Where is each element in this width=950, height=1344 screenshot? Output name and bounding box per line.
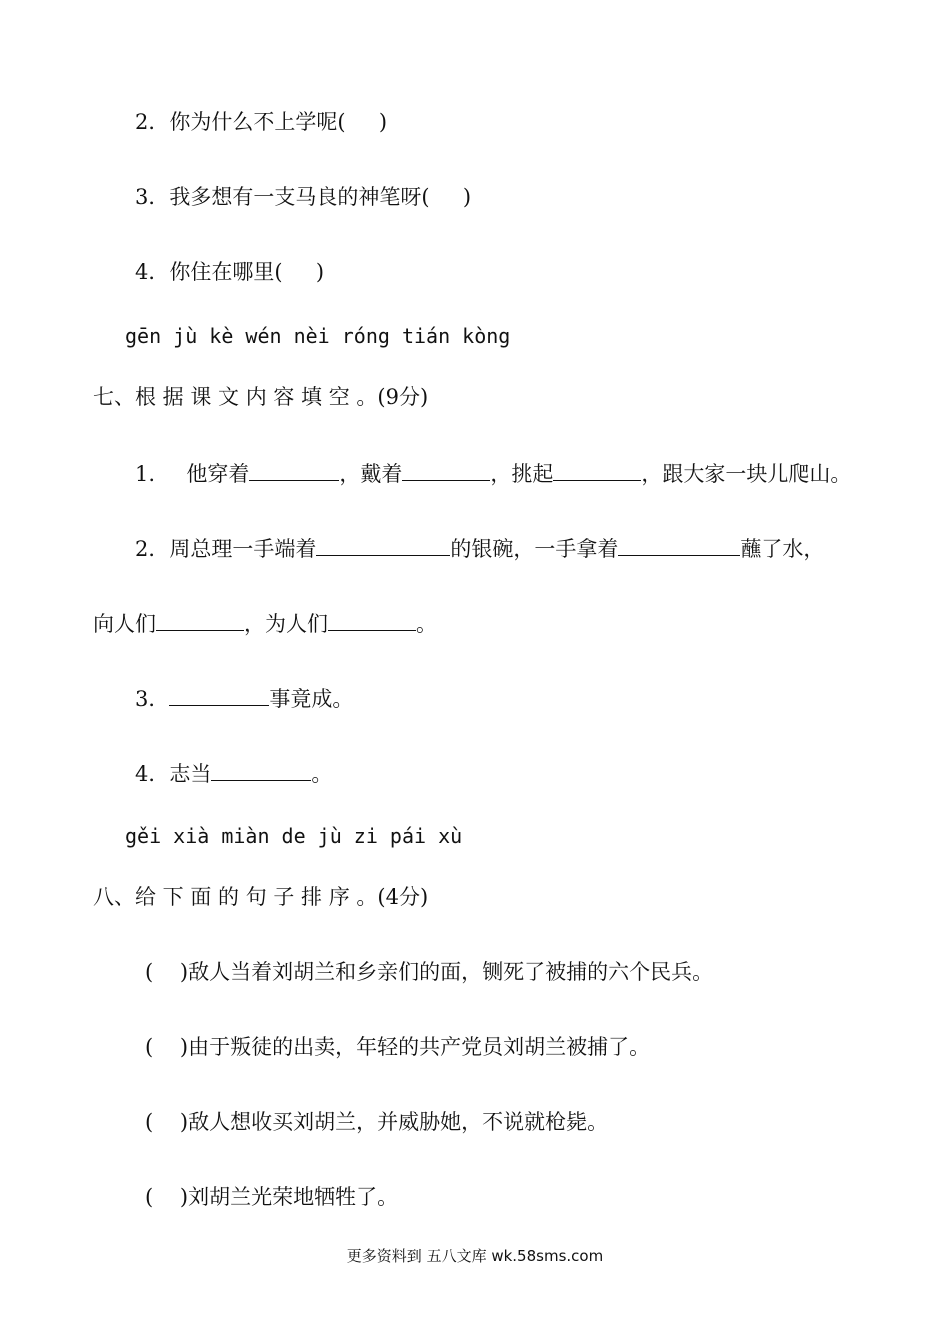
answer-blank[interactable]: [402, 458, 490, 481]
question-text: 蘸了水，: [740, 537, 825, 561]
question-text: 他穿着: [186, 462, 250, 486]
question-6-2: 2．你为什么不上学呢( ): [135, 110, 388, 134]
question-text: 向人们: [93, 612, 156, 636]
answer-blank[interactable]: [169, 683, 269, 706]
section-8-pinyin: gěi xià miàn de jù zi pái xù: [125, 824, 463, 848]
section-8-heading: 八、给 下 面 的 句 子 排 序 。(4分): [93, 885, 429, 909]
question-text: ，为人们: [244, 612, 328, 636]
question-text: ，挑起: [490, 462, 554, 486]
question-number: 3．: [135, 687, 170, 711]
question-text: 4．志当: [135, 762, 212, 786]
section-7-pinyin: gēn jù kè wén nèi róng tián kòng: [125, 324, 511, 348]
question-text: ，戴着: [339, 462, 403, 486]
question-7-2: [135, 533, 824, 563]
question-text: 。: [311, 762, 333, 786]
question-text: ，跟大家一块儿爬山。: [641, 462, 852, 486]
ordering-item: ( )敌人当着刘胡兰和乡亲们的面，铡死了被捕的六个民兵。: [145, 960, 714, 984]
question-7-3: [135, 683, 353, 713]
question-7-4: [135, 758, 332, 788]
question-7-1: [135, 458, 851, 488]
question-number: 1.: [135, 462, 156, 486]
question-text: 2．周总理一手端着: [135, 537, 317, 561]
ordering-item: ( )刘胡兰光荣地牺牲了。: [145, 1185, 399, 1209]
answer-blank[interactable]: [328, 608, 416, 631]
answer-blank[interactable]: [618, 533, 740, 556]
answer-blank[interactable]: [316, 533, 450, 556]
ordering-item: ( )敌人想收买刘胡兰，并威胁她，不说就枪毙。: [145, 1110, 609, 1134]
question-7-2-continued: [93, 608, 437, 638]
ordering-item: ( )由于叛徒的出卖，年轻的共产党员刘胡兰被捕了。: [145, 1035, 651, 1059]
question-text: 事竟成。: [269, 687, 354, 711]
footer-watermark: 更多资料到 五八文库 wk.58sms.com: [346, 1247, 604, 1265]
answer-blank[interactable]: [553, 458, 641, 481]
answer-blank[interactable]: [156, 608, 244, 631]
answer-blank[interactable]: [211, 758, 311, 781]
question-text: 的银碗，一手拿着: [450, 537, 619, 561]
question-6-3: 3．我多想有一支马良的神笔呀( ): [135, 185, 472, 209]
question-text: 。: [416, 612, 437, 636]
question-6-4: 4．你住在哪里( ): [135, 260, 325, 284]
section-7-heading: 七、根 据 课 文 内 容 填 空 。(9分): [93, 385, 429, 409]
answer-blank[interactable]: [249, 458, 339, 481]
